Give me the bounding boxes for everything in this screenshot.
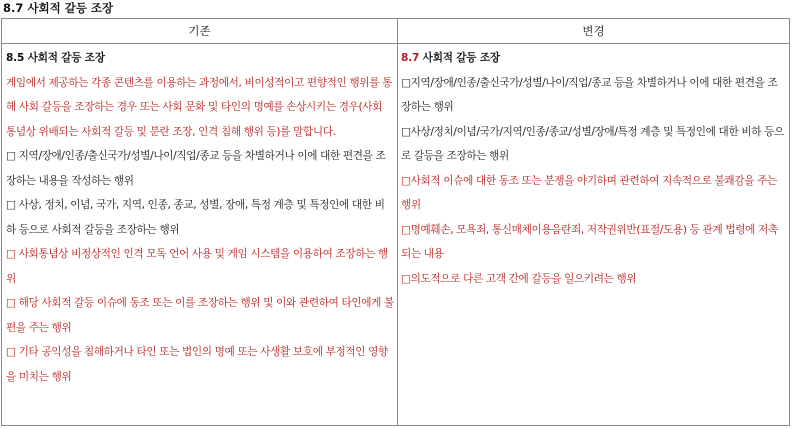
before-item: □ 해당 사회적 갈등 이슈에 동조 또는 이를 조장하는 행위 및 이와 관련하여 타인에게 불편을 주는 행위: [6, 297, 394, 334]
after-item: □지역/장애/인종/출신국가/성별/나이/직업/종교 등을 차별하거나 이에 대한 편견을 조장하는 행위: [401, 76, 778, 113]
comparison-table: [1, 18, 790, 426]
after-item: □사회적 이슈에 대한 동조 또는 분쟁을 야기하며 관련하여 지속적으로 불쾌감을 주는 행위: [401, 174, 777, 211]
after-item: □사상/정치/이념/국가/지역/인종/종교/성별/장애/특정 계층 및 특정인에 대한 비하 등으로 갈등을 조장하는 행위: [401, 125, 784, 162]
page-title: 8.7 사회적 갈등 조장: [3, 1, 114, 15]
header-after: 변경: [582, 24, 605, 38]
before-item: □ 사회통념상 비정상적인 인격 모독 언어 사용 및 게임 시스템을 이용하여 조장하는 행위: [6, 248, 388, 285]
column-divider: [397, 19, 398, 425]
before-section-title: 8.5 사회적 갈등 조장: [6, 52, 105, 64]
before-item: □ 기타 공익성을 침해하거나 타인 또는 법인의 명예 또는 사생활 보호에 부정적인 영향을 미치는 행위: [6, 346, 388, 383]
after-item: □의도적으로 다른 고객 간에 갈등을 일으키려는 행위: [401, 272, 637, 285]
before-intro: 게임에서 제공하는 각종 콘텐츠를 이용하는 과정에서, 비이성적이고 편향적인 행위를 통해 사회 갈등을 조장하는 경우 또는 사회 문화 및 타인의 명예를 손상시키는 경우(사회 통념상 위배되는 사회적 갈등 및 분란 조장, 인격 침해 행위 등)를 말합니다.: [6, 76, 392, 138]
before-item: □ 사상, 정치, 이념, 국가, 지역, 인종, 종교, 성별, 장애, 특정 계층 및 특정인에 대한 비하 등으로 사회적 갈등을 조장하는 행위: [6, 199, 385, 236]
after-section-number: 8.7: [401, 52, 420, 64]
before-item: □ 지역/장애/인종/출신국가/성별/나이/직업/종교 등을 차별하거나 이에 대한 편견을 조장하는 내용을 작성하는 행위: [6, 150, 386, 187]
before-cell: [6, 46, 394, 389]
after-section-title: [401, 46, 787, 71]
after-cell: [401, 46, 787, 291]
table-header-row: [2, 19, 789, 44]
after-item: □명예훼손, 모욕죄, 통신매체이용음란죄, 저작권위반(표절/도용) 등 관계 법령에 저촉되는 내용: [401, 223, 778, 260]
after-section-text: 사회적 갈등 조장: [422, 52, 500, 64]
header-before: 기존: [188, 24, 211, 38]
